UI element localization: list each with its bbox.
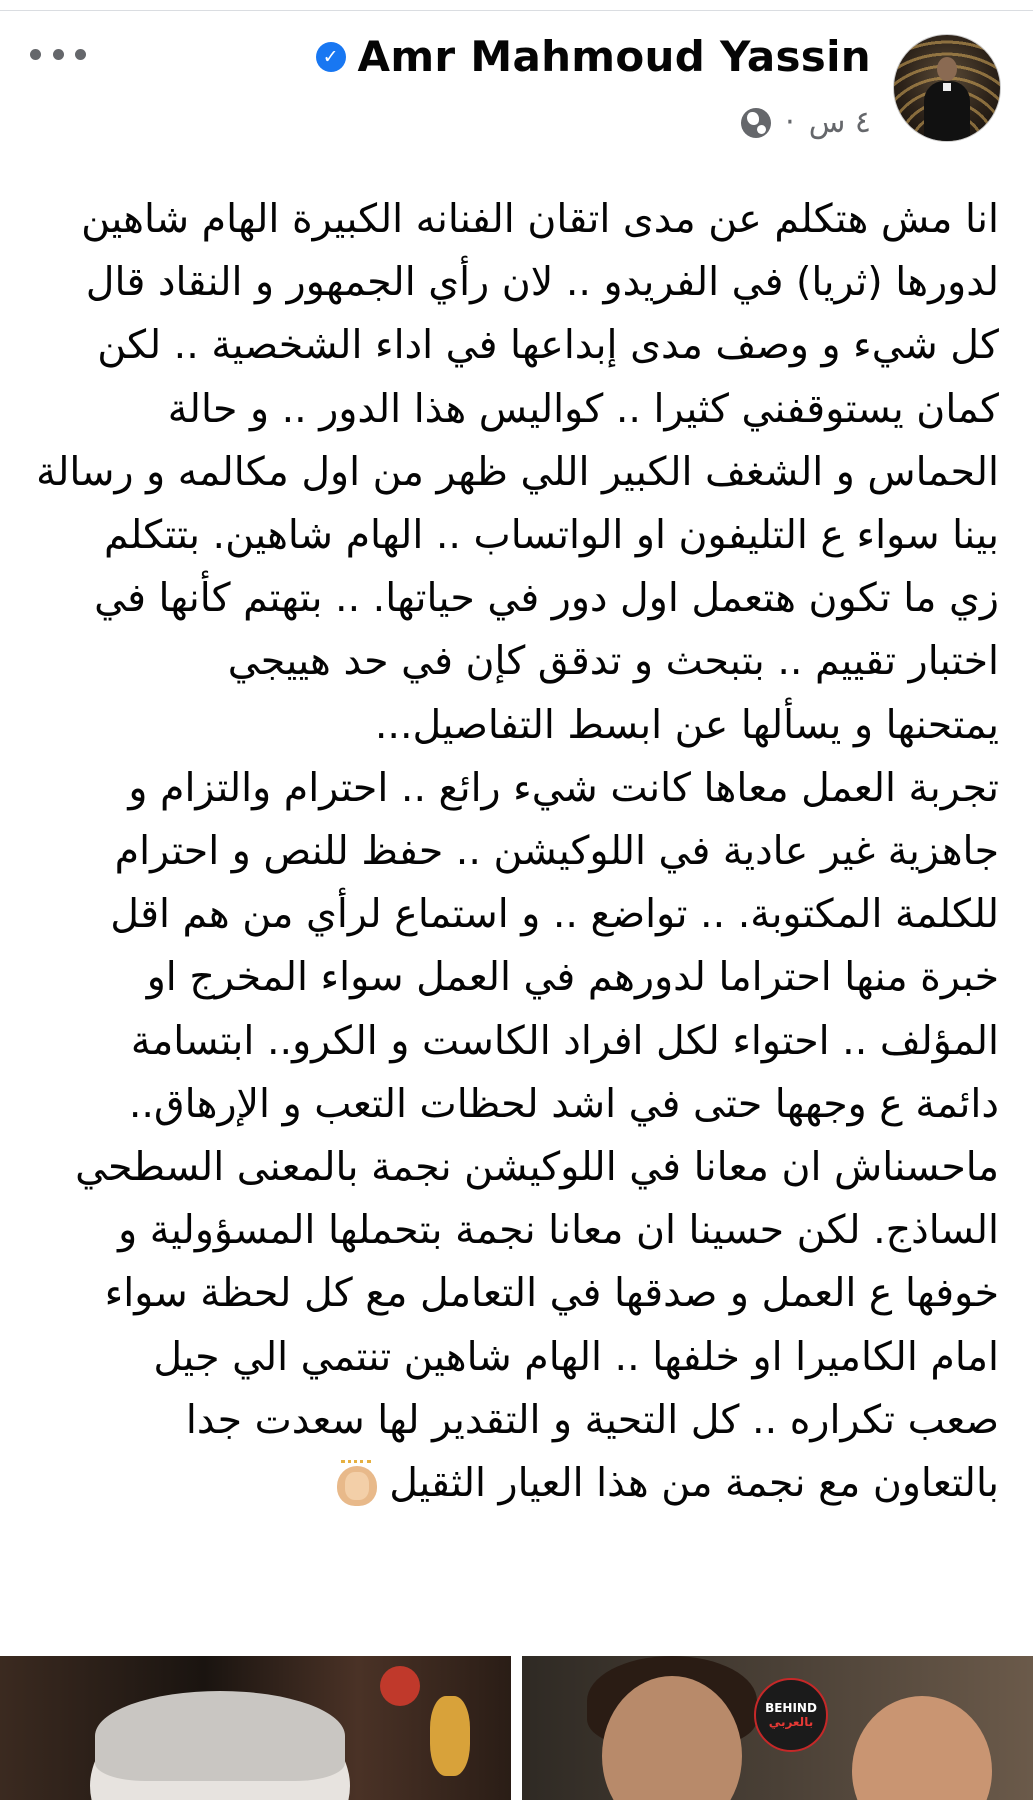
verified-badge-icon: ✓ bbox=[316, 42, 346, 72]
photo-background-object bbox=[430, 1696, 470, 1776]
post-line: تجربة العمل معاها كانت شيء رائع .. احترام والتزام و bbox=[128, 764, 999, 811]
post-line: خبرة منها احتراما لدورهم في العمل سواء المخرج او bbox=[146, 954, 999, 1001]
clapping-hands-emoji bbox=[337, 1466, 377, 1506]
post-line: كمان يستوقفني كثيرا .. كواليس هذا الدور .. و حالة bbox=[167, 385, 999, 432]
avatar-face bbox=[937, 57, 957, 81]
post-line: لدورها (ثريا) في الفريدو .. لان رأي الجمهور و النقاد قال bbox=[85, 259, 999, 306]
post-line-last bbox=[36, 1452, 999, 1515]
author-row bbox=[316, 32, 871, 81]
badge-line-2: بالعربي bbox=[768, 1715, 814, 1729]
attached-photos bbox=[0, 1656, 1033, 1800]
post-line: خوفها ع العمل و صدقها في التعامل مع كل لحظة سواء bbox=[104, 1270, 999, 1317]
post-line: امام الكاميرا او خلفها .. الهام شاهين تنتمي الي جيل bbox=[153, 1333, 999, 1380]
post-line: المؤلف .. احتواء لكل افراد الكاست و الكرو.. ابتسامة bbox=[130, 1017, 999, 1064]
post-line: اختبار تقييم .. بتبحث و تدقق كإن في حد هييجي bbox=[227, 638, 999, 685]
post-line: جاهزية غير عادية في اللوكيشن .. حفظ للنص و احترام bbox=[114, 828, 999, 875]
show-logo-badge bbox=[754, 1678, 828, 1752]
photo-subject-hair bbox=[95, 1691, 345, 1781]
badge-line-1: BEHIND bbox=[765, 1701, 817, 1715]
post-line: ماحسناش ان معانا في اللوكيشن نجمة بالمعنى السطحي bbox=[75, 1144, 999, 1191]
post-line: زي ما تكون هتعمل اول دور في حياتها. .. بتهتم كأنها في bbox=[94, 575, 999, 622]
post-line: بينا سواء ع التليفون او الواتساب .. الهام شاهين. بتتكلم bbox=[103, 512, 999, 559]
author-name[interactable]: Amr Mahmoud Yassin bbox=[357, 32, 871, 81]
more-options-button[interactable] bbox=[30, 42, 86, 66]
post-text bbox=[36, 188, 999, 1515]
photo-background-object bbox=[380, 1666, 420, 1706]
post-line: انا مش هتكلم عن مدى اتقان الفنانه الكبيرة الهام شاهين bbox=[81, 196, 999, 242]
post-line: صعب تكراره .. كل التحية و التقدير لها سعدت جدا bbox=[185, 1396, 999, 1443]
post-line: يمتحنها و يسألها عن ابسط التفاصيل... bbox=[374, 701, 999, 748]
post-line: بالتعاون مع نجمة من هذا العيار الثقيل bbox=[389, 1460, 999, 1507]
more-options-icon-dot bbox=[53, 49, 64, 60]
post-line: للكلمة المكتوبة. .. تواضع .. و استماع لرأي من هم اقل bbox=[110, 891, 999, 938]
post-timestamp[interactable]: ٤ س bbox=[808, 105, 871, 140]
avatar[interactable] bbox=[893, 34, 1001, 142]
more-options-icon-dot bbox=[75, 49, 86, 60]
post-meta bbox=[741, 105, 871, 140]
post-line: الحماس و الشغف الكبير اللي ظهر من اول مكالمه و رسالة bbox=[36, 448, 999, 495]
post-line: الساذج. لكن حسينا ان معانا نجمة بتحملها المسؤولية و bbox=[118, 1207, 999, 1254]
photo-subject-face bbox=[852, 1696, 992, 1800]
more-options-icon bbox=[30, 49, 41, 60]
meta-separator: · bbox=[785, 105, 795, 140]
post-header bbox=[0, 0, 1033, 160]
post-line: كل شيء و وصف مدى إبداعها في اداء الشخصية .. لكن bbox=[97, 322, 999, 369]
photo-thumbnail-1[interactable] bbox=[0, 1656, 511, 1800]
avatar-collar bbox=[943, 83, 951, 91]
globe-icon[interactable] bbox=[741, 108, 771, 138]
photo-thumbnail-2[interactable] bbox=[522, 1656, 1033, 1800]
post-line: دائمة ع وجهها حتى في اشد لحظات التعب و الإرهاق.. bbox=[128, 1080, 999, 1127]
